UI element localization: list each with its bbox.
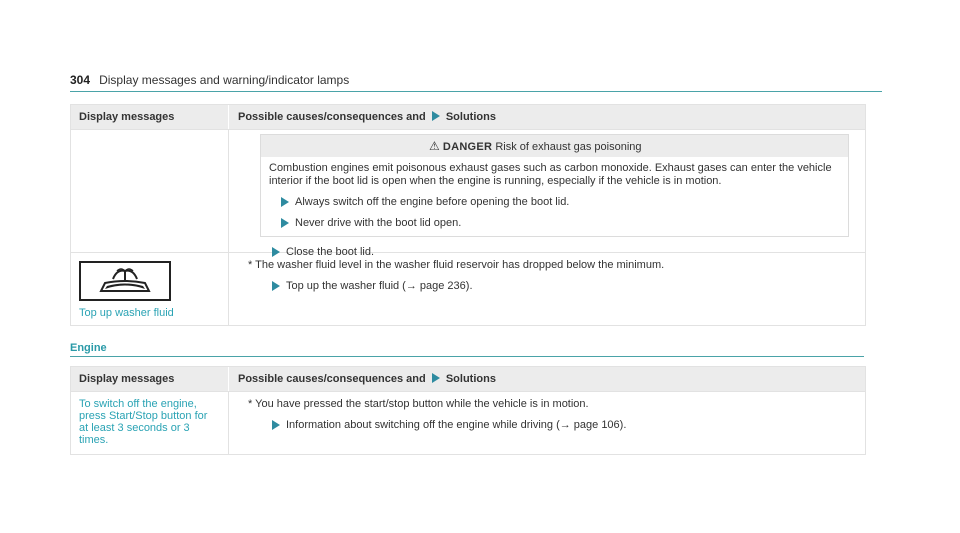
table-row <box>71 391 865 454</box>
col-header-display-messages: Display messages <box>71 367 229 391</box>
danger-step: Never drive with the boot lid open. <box>269 217 840 230</box>
danger-cell <box>229 130 865 258</box>
danger-label: DANGER <box>442 141 493 153</box>
washer-cause: * The washer fluid level in the washer fluid reservoir has dropped below the minimum. <box>248 259 665 271</box>
engine-cause-cell <box>229 392 865 454</box>
danger-step: Always switch off the engine before opening the boot lid. <box>269 196 840 209</box>
arrow-right-icon <box>281 218 289 228</box>
col-header-display-messages: Display messages <box>71 105 229 129</box>
washer-step: Top up the washer fluid (→ page 236). <box>260 280 855 293</box>
page-header-title: Display messages and warning/indicator lamps <box>99 73 350 87</box>
washer-fluid-message: Top up washer fluid <box>79 307 174 319</box>
arrow-right-icon <box>281 197 289 207</box>
engine-step: Information about switching off the engine while driving (→ page 106). <box>260 419 855 432</box>
table-row <box>71 252 865 325</box>
display-messages-table <box>70 104 866 326</box>
table-row <box>71 129 865 258</box>
arrow-right-icon <box>272 281 280 291</box>
engine-switch-off-message: To switch off the engine, press Start/Stop button for at least 3 seconds or 3 times. <box>79 398 208 446</box>
empty-message-cell <box>71 130 229 252</box>
page-number: 304 <box>70 73 91 87</box>
asterisk: * <box>248 398 253 410</box>
washer-cause-cell <box>229 253 865 325</box>
danger-text: Combustion engines emit poisonous exhaust gases such as carbon monoxide. Exhaust gases can enter the vehicle interior if the boot lid is open when the engine is running, especially if the vehicle is in motion. <box>269 162 832 187</box>
engine-messages-table <box>70 366 866 455</box>
arrow-right-icon <box>272 247 280 257</box>
arrow-right-icon <box>432 373 440 383</box>
danger-title: Risk of exhaust gas poisoning <box>495 141 642 153</box>
col-header-causes: Possible causes/consequences and Solutions <box>238 373 496 385</box>
arrow-right-icon <box>272 420 280 430</box>
warning-triangle-icon: ⚠ <box>429 139 440 153</box>
col-header-causes: Possible causes/consequences and Solutions <box>238 111 496 123</box>
danger-header <box>261 135 848 157</box>
table-header-row <box>71 367 865 391</box>
engine-message-cell <box>71 392 229 454</box>
arrow-right-icon <box>432 111 440 121</box>
section-title-engine: Engine <box>70 342 864 357</box>
asterisk: * <box>248 259 253 271</box>
washer-fluid-icon <box>79 261 171 301</box>
washer-message-cell <box>71 253 229 325</box>
danger-box <box>260 134 849 237</box>
danger-body <box>261 157 848 236</box>
table-header-row <box>71 105 865 129</box>
page-header <box>70 73 882 92</box>
engine-cause: * You have pressed the start/stop button while the vehicle is in motion. <box>248 398 589 410</box>
close-boot-step: Close the boot lid. <box>260 246 855 259</box>
